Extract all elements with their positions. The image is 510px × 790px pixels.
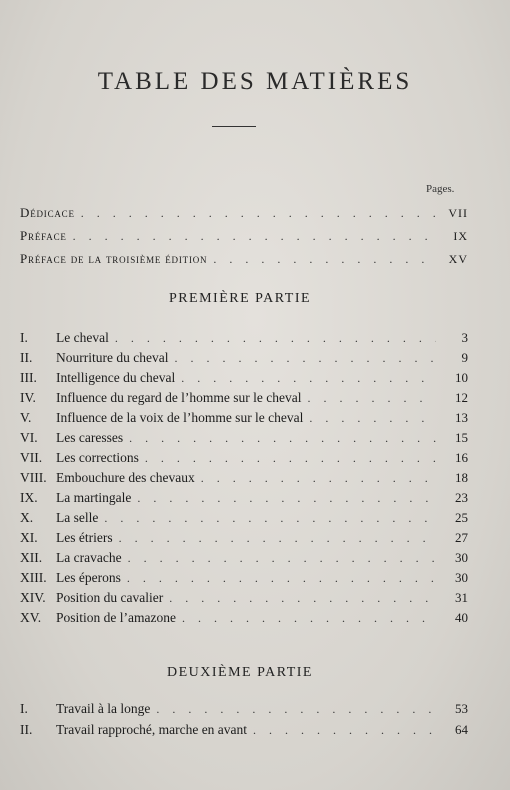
entry-label: Dédicace [20, 205, 75, 220]
toc-entry [20, 390, 468, 410]
entry-number: IV. [20, 390, 36, 405]
entry-page: 53 [455, 701, 468, 716]
entry-page: 15 [455, 430, 468, 445]
toc-entry [20, 330, 468, 350]
entry-number: V. [20, 410, 32, 425]
dot-leader [182, 611, 436, 626]
entry-label: Position du cavalier [56, 590, 164, 605]
entry-number: IX. [20, 490, 38, 505]
dot-leader [181, 371, 436, 386]
entry-number: XIV. [20, 590, 46, 605]
dot-leader [308, 391, 436, 406]
toc-entry [20, 470, 468, 490]
dot-leader [127, 571, 436, 586]
entry-page: XV [448, 252, 468, 266]
entry-page: 23 [455, 490, 468, 505]
toc-entry [20, 530, 468, 550]
toc-entry [20, 490, 468, 510]
entry-page: 64 [455, 722, 468, 737]
toc-entry [20, 450, 468, 470]
entry-number: I. [20, 330, 28, 345]
dot-leader [119, 531, 436, 546]
entry-label: La selle [56, 510, 99, 525]
toc-entry-preface-troisieme [20, 251, 468, 271]
dot-leader [104, 511, 436, 526]
entry-label: La martingale [56, 490, 132, 505]
dot-leader [81, 206, 436, 221]
dot-leader [201, 471, 436, 486]
toc-entry-dedicace [20, 205, 468, 225]
toc-entry [20, 410, 468, 430]
toc-entry-preface [20, 228, 468, 248]
entry-number: XII. [20, 550, 43, 565]
entry-label: Influence de la voix de l’homme sur le cheval [56, 410, 304, 425]
entry-label: Intelligence du cheval [56, 370, 176, 385]
entry-number: X. [20, 510, 34, 525]
toc-entry [20, 701, 468, 721]
entry-label: Les éperons [56, 570, 121, 585]
entry-label: Les caresses [56, 430, 124, 445]
entry-label: Les corrections [56, 450, 139, 465]
entry-number: I. [20, 701, 28, 716]
dot-leader [156, 702, 436, 717]
entry-label: Le cheval [56, 330, 109, 345]
entry-page: 10 [455, 370, 468, 385]
entry-label: Influence du regard de l’homme sur le cheval [56, 390, 302, 405]
entry-number: II. [20, 350, 33, 365]
entry-page: 25 [455, 510, 468, 525]
entry-page: 18 [455, 470, 468, 485]
toc-entry [20, 510, 468, 530]
page-title: TABLE DES MATIÈRES [97, 68, 413, 95]
part-heading: DEUXIÈME PARTIE [167, 665, 313, 680]
toc-entry [20, 370, 468, 390]
entry-number: XI. [20, 530, 38, 545]
entry-label: Préface [20, 228, 67, 243]
toc-entry [20, 350, 468, 370]
entry-number: II. [20, 722, 33, 737]
dot-leader [309, 411, 436, 426]
entry-page: 16 [455, 450, 468, 465]
entry-page: 40 [455, 610, 468, 625]
dot-leader [137, 491, 436, 506]
toc-entry [20, 430, 468, 450]
entry-label: Embouchure des chevaux [56, 470, 195, 485]
entry-number: VIII. [20, 470, 47, 485]
dot-leader [129, 431, 436, 446]
toc-entry [20, 610, 468, 630]
toc-entry [20, 590, 468, 610]
toc-entry [20, 570, 468, 590]
entry-page: 30 [455, 570, 468, 585]
toc-entry [20, 550, 468, 570]
entry-label: Nourriture du cheval [56, 350, 169, 365]
dot-leader [145, 451, 436, 466]
entry-label: Position de l’amazone [56, 610, 176, 625]
dot-leader [174, 351, 436, 366]
entry-number: VII. [20, 450, 43, 465]
entry-page: 27 [455, 530, 468, 545]
entry-page: 12 [455, 390, 468, 405]
entry-page: 9 [461, 350, 468, 365]
entry-page: 13 [455, 410, 468, 425]
entry-number: XIII. [20, 570, 47, 585]
dot-leader [213, 252, 436, 267]
entry-page: VII [448, 206, 468, 220]
pages-column-label: Pages. [426, 183, 455, 195]
entry-label: Travail à la longe [56, 701, 151, 716]
entry-number: XV. [20, 610, 42, 625]
entry-number: III. [20, 370, 37, 385]
toc-entry [20, 722, 468, 742]
dot-leader [253, 723, 436, 738]
title-rule [212, 126, 256, 127]
entry-page: IX [453, 229, 468, 243]
entry-page: 3 [461, 330, 468, 345]
entry-number: VI. [20, 430, 38, 445]
dot-leader [169, 591, 436, 606]
entry-label: La cravache [56, 550, 122, 565]
part-heading: PREMIÈRE PARTIE [168, 291, 312, 306]
dot-leader [73, 229, 436, 244]
entry-label: Travail rapproché, marche en avant [56, 722, 248, 737]
entry-label: Préface de la troisième édition [20, 251, 208, 266]
entry-label: Les étriers [56, 530, 113, 545]
dot-leader [115, 331, 436, 346]
dot-leader [128, 551, 436, 566]
entry-page: 30 [455, 550, 468, 565]
entry-page: 31 [455, 590, 468, 605]
